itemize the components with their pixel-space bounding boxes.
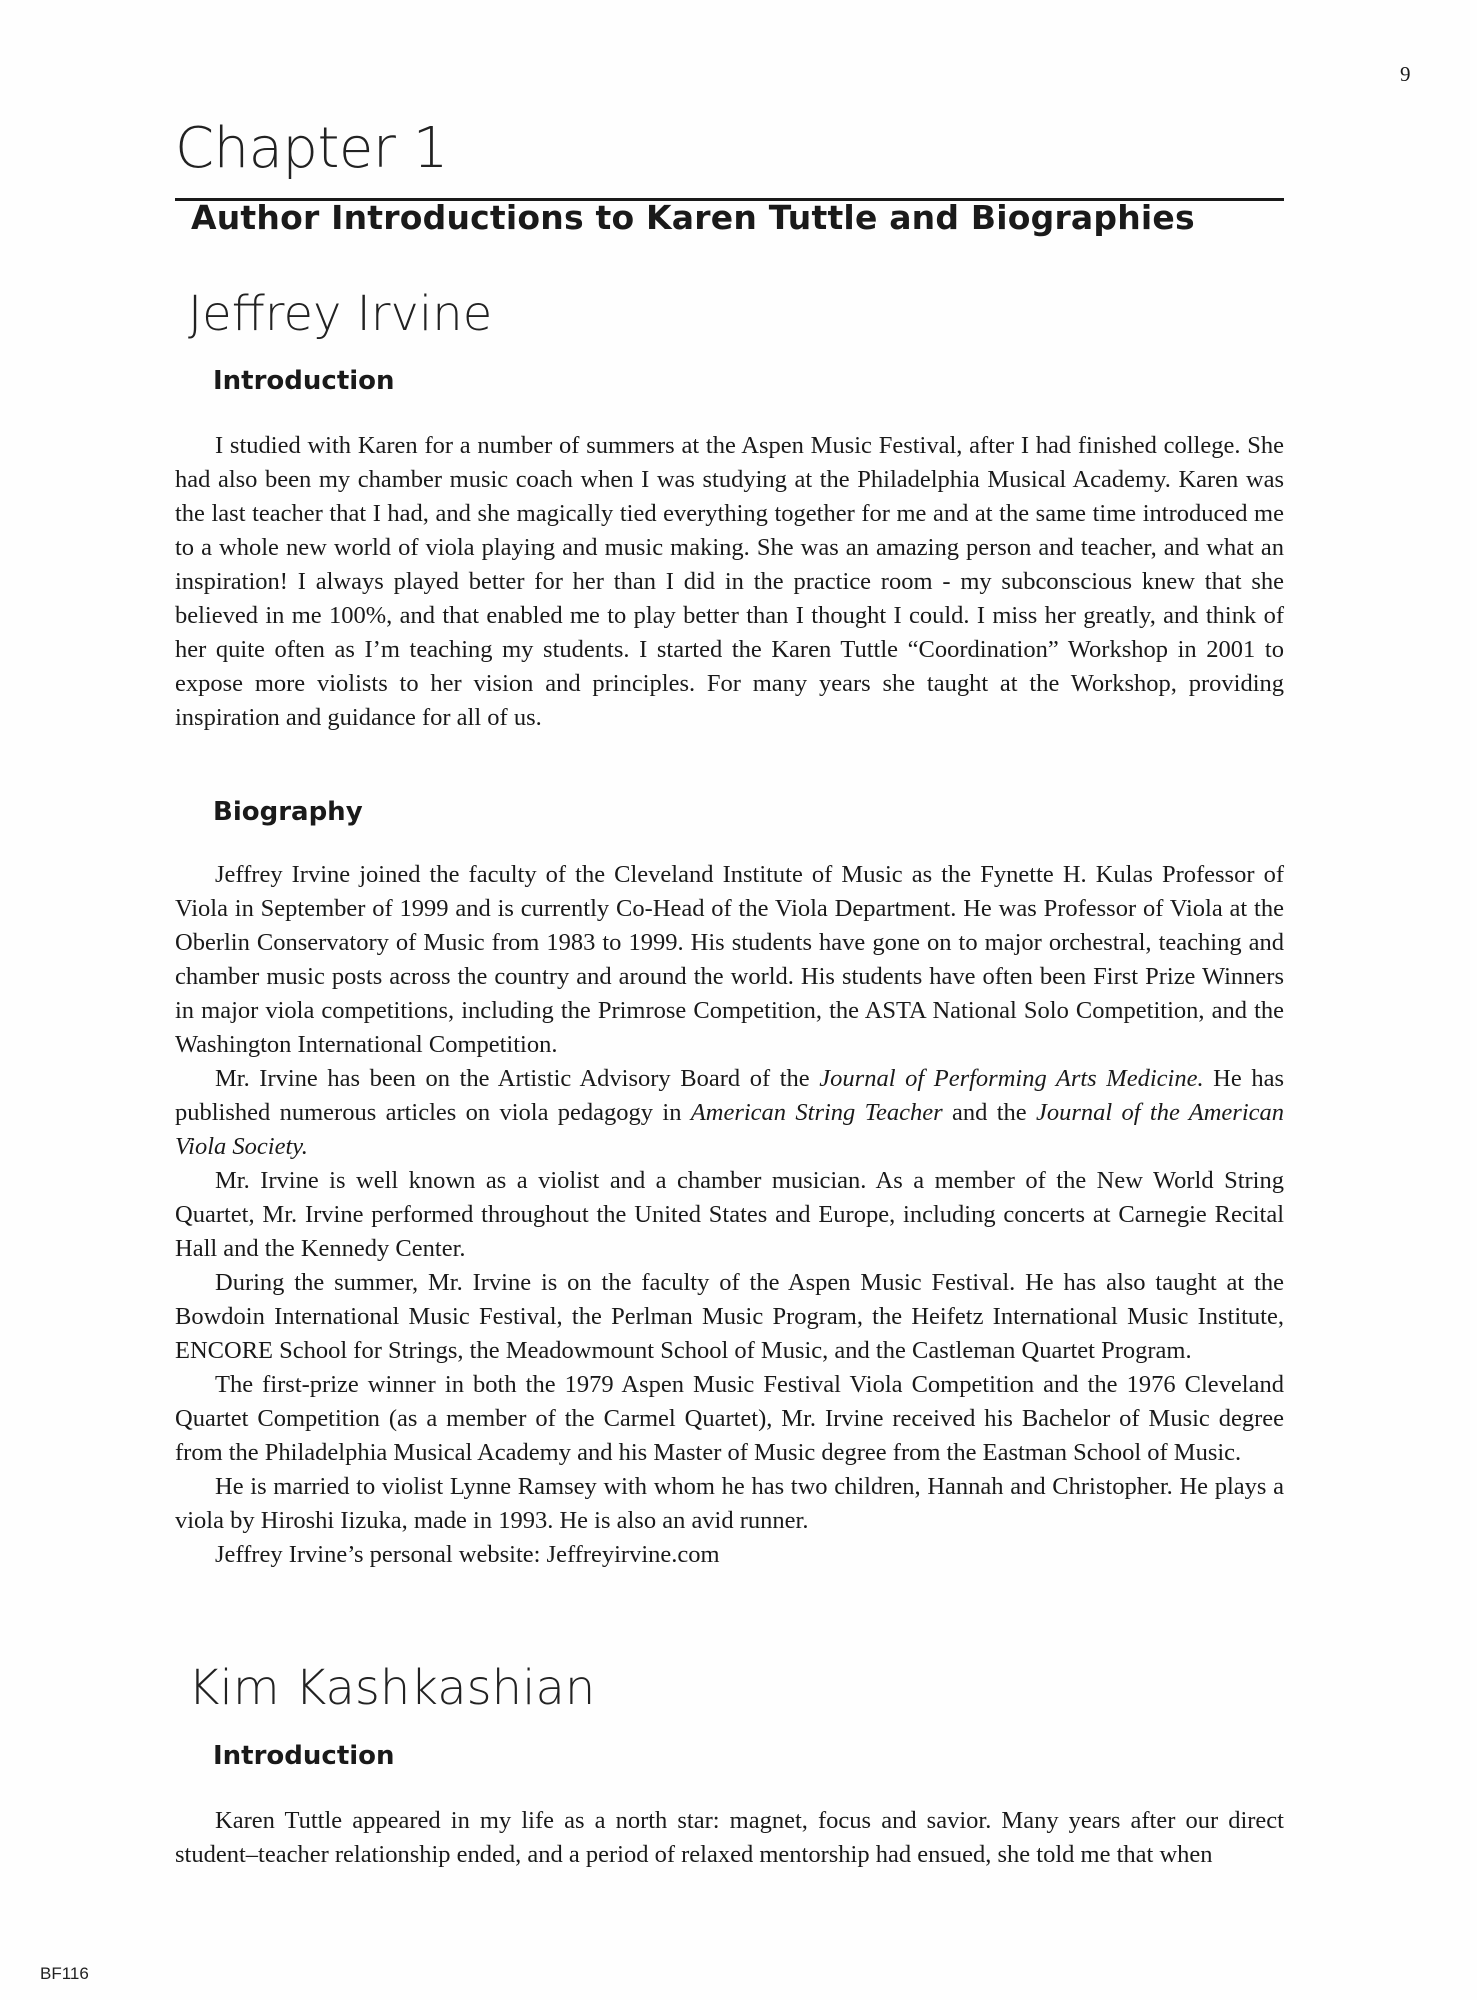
section-heading-biography: Biography	[213, 797, 363, 827]
introduction-text	[175, 1804, 1284, 1872]
journal-title: American String Teacher	[690, 1099, 943, 1126]
text-run: Mr. Irvine has been on the Artistic Advisory Board of the	[215, 1065, 820, 1092]
footer-code: BF116	[40, 1964, 89, 1983]
paragraph: Karen Tuttle appeared in my life as a north star: magnet, focus and savior. Many years after our direct student–teacher relationship ended, and a period of relaxed mentorship had ensued, she told me that when	[175, 1807, 1284, 1868]
paragraph: Mr. Irvine is well known as a violist and a chamber musician. As a member of the New World String Quartet, Mr. Irvine performed throughout the United States and Europe, including concerts at Carnegie Recital Hall and the Kennedy Center.	[175, 1167, 1284, 1262]
chapter-subtitle: Author Introductions to Karen Tuttle and Biographies	[191, 198, 1195, 237]
text-run: and the	[942, 1099, 1036, 1126]
paragraph: He is married to violist Lynne Ramsey with whom he has two children, Hannah and Christopher. He plays a viola by Hiroshi Iizuka, made in 1993. He is also an avid runner.	[175, 1473, 1284, 1534]
paragraph: During the summer, Mr. Irvine is on the faculty of the Aspen Music Festival. He has also taught at the Bowdoin International Music Festival, the Perlman Music Program, the Heifetz International Music Institute, ENCORE School for Strings, the Meadowmount School of Music, and the Castleman Quartet Program.	[175, 1269, 1284, 1364]
biography-text	[175, 858, 1284, 1572]
paragraph: Jeffrey Irvine joined the faculty of the Cleveland Institute of Music as the Fynette H. Kulas Professor of Viola in September of 1999 and is currently Co-Head of the Viola Department. He was Professor of Viola at the Oberlin Conservatory of Music from 1983 to 1999. His students have gone on to major orchestral, teaching and chamber music posts across the country and around the world. His students have often been First Prize Winners in major viola competitions, including the Primrose Competition, the ASTA National Solo Competition, and the Washington International Competition.	[175, 861, 1284, 1058]
paragraph: I studied with Karen for a number of summers at the Aspen Music Festival, after I had finished college. She had also been my chamber music coach when I was studying at the Philadelphia Musical Academy. Karen was the last teacher that I had, and she magically tied everything together for me and at the same time introduced me to a whole new world of viola playing and music making. She was an amazing person and teacher, and what an inspiration! I always played better for her than I did in the practice room - my subconscious knew that she believed in me 100%, and that enabled me to play better than I thought I could. I miss her greatly, and think of her quite often as I’m teaching my students. I started the Karen Tuttle “Coordination” Workshop in 2001 to expose more violists to her vision and principles. For many years she taught at the Workshop, providing inspiration and guidance for all of us.	[175, 432, 1284, 731]
page-number: 9	[1400, 62, 1411, 86]
section-heading-introduction: Introduction	[213, 366, 395, 396]
paragraph	[175, 1062, 1284, 1164]
author-name-jeffrey-irvine: Jeffrey Irvine	[188, 286, 493, 342]
paragraph: The first-prize winner in both the 1979 Aspen Music Festival Viola Competition and the 1976 Cleveland Quartet Competition (as a member of the Carmel Quartet), Mr. Irvine received his Bachelor of Music degree from the Philadelphia Musical Academy and his Master of Music degree from the Eastman School of Music.	[175, 1371, 1284, 1466]
chapter-title: Chapter 1	[175, 116, 448, 181]
journal-title: Journal of the American Viola Society.	[175, 1099, 1285, 1160]
introduction-text	[175, 429, 1284, 735]
paragraph: Jeffrey Irvine’s personal website: Jeffreyirvine.com	[215, 1541, 720, 1568]
section-heading-introduction: Introduction	[213, 1741, 395, 1771]
text-run: He has published numerous articles on viola pedagogy in	[175, 1065, 1284, 1126]
author-name-kim-kashkashian: Kim Kashkashian	[188, 1660, 596, 1716]
journal-title: Journal of Performing Arts Medicine.	[819, 1065, 1204, 1092]
